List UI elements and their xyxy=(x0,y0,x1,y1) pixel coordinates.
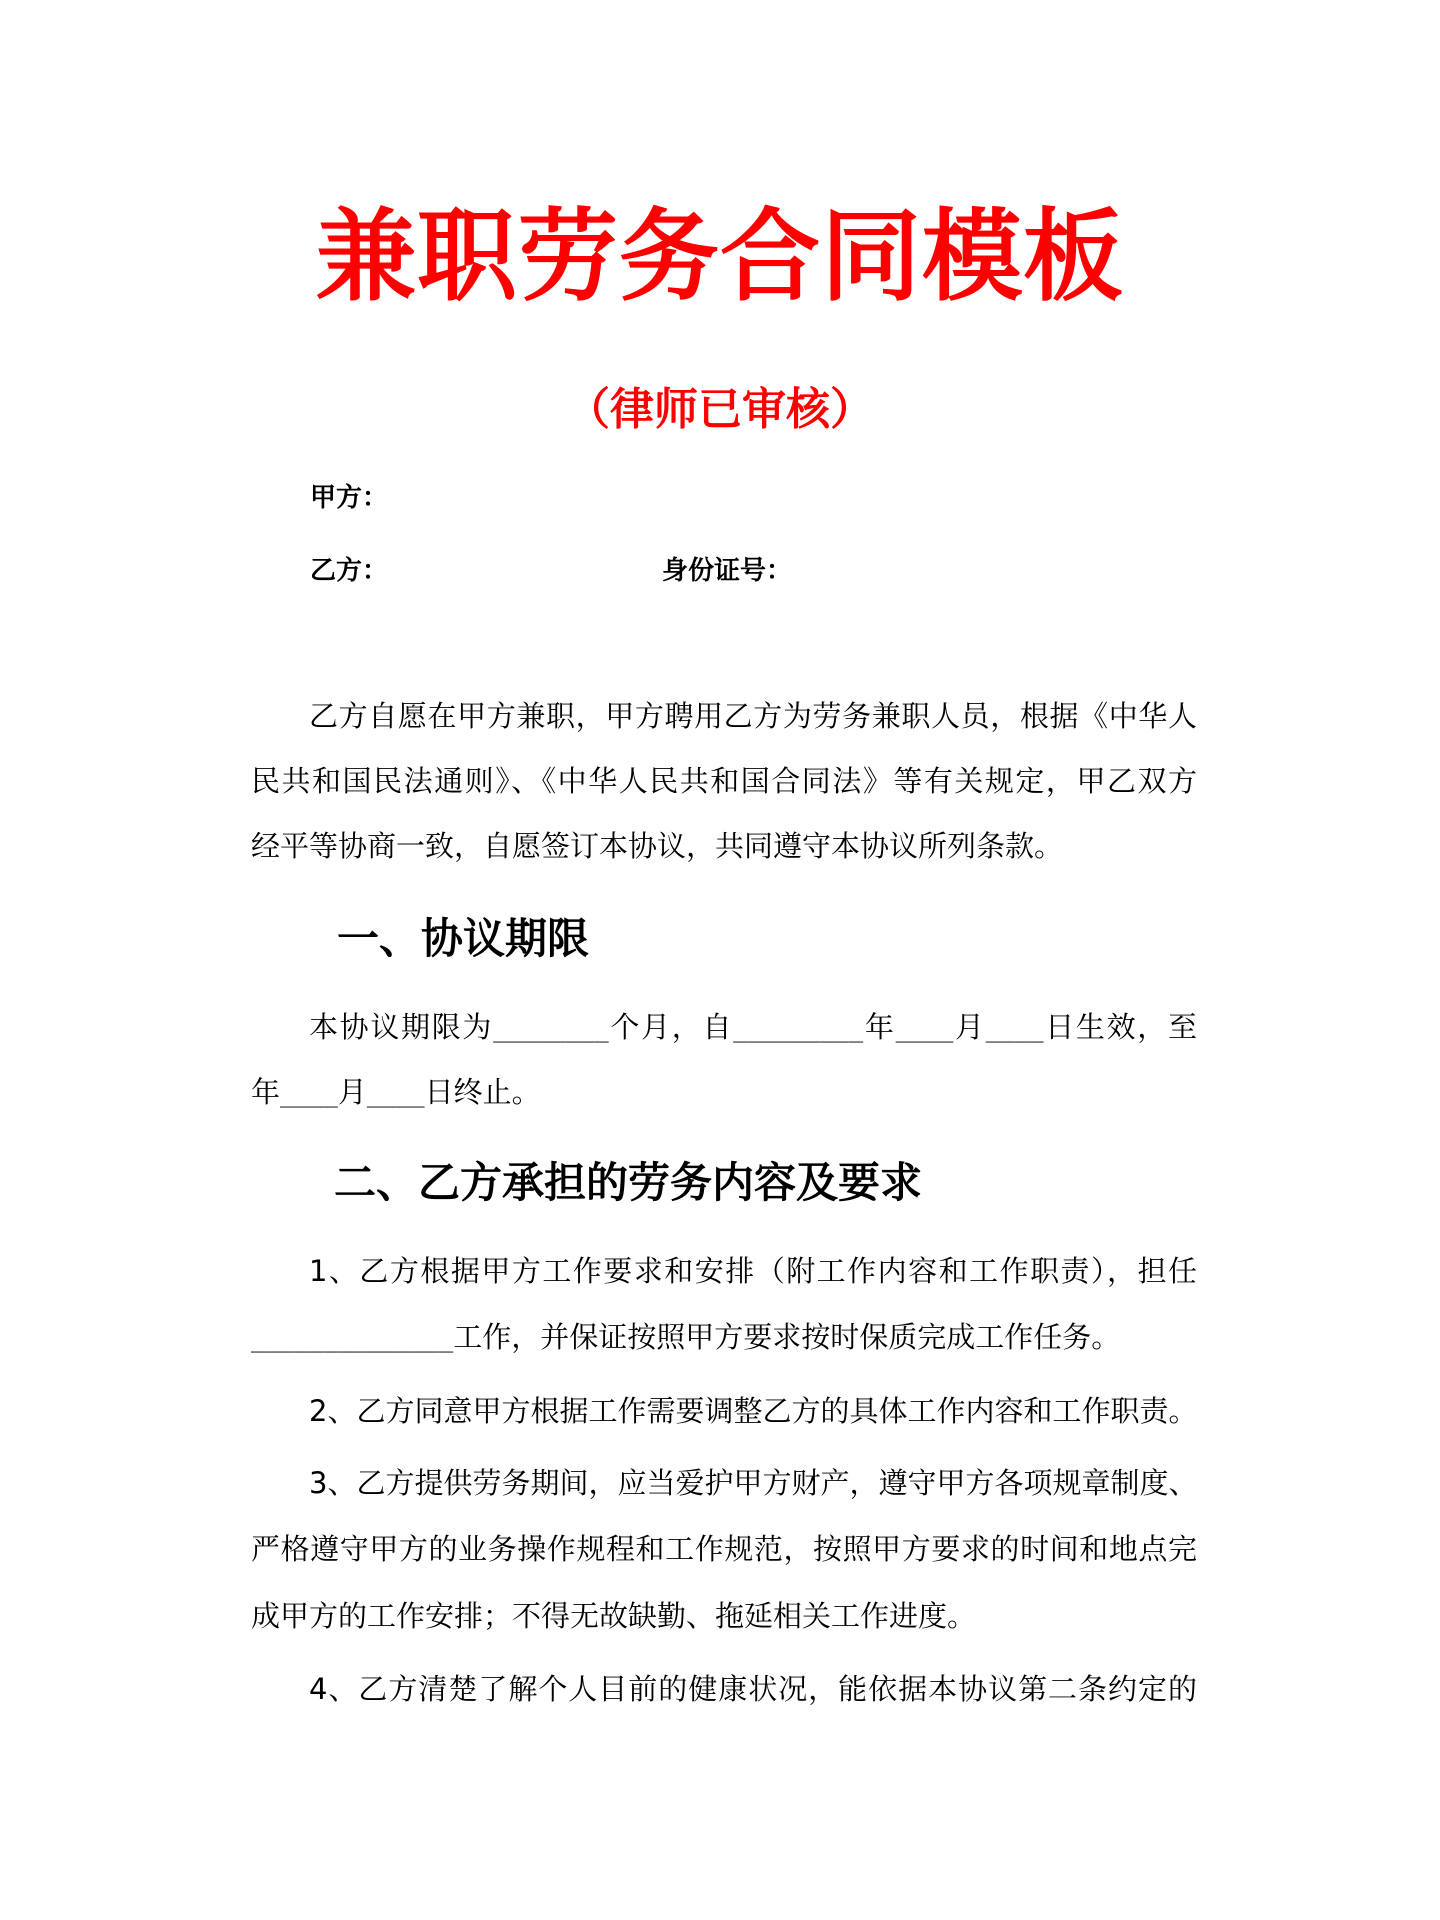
blank-field: ____ xyxy=(366,1080,425,1108)
clause-line: 严格遵守甲方的业务操作规程和工作规范，按照甲方要求的时间和地点完 xyxy=(251,1532,1197,1566)
term-line: 本协议期限为________个月，自_________年____月____日生效，至 xyxy=(309,1010,1197,1044)
clause-line: 3、乙方提供劳务期间，应当爱护甲方财产，遵守甲方各项规章制度、 xyxy=(309,1466,1198,1500)
document-title: 兼职劳务合同模板 xyxy=(316,198,1124,315)
blank-field: _________ xyxy=(733,1015,864,1043)
section-heading: 二、乙方承担的劳务内容及要求 xyxy=(334,1158,923,1207)
blank-field: ____ xyxy=(985,1015,1044,1043)
blank-field: ______________ xyxy=(251,1325,454,1353)
clause-line: 1、乙方根据甲方工作要求和安排（附工作内容和工作职责），担任 xyxy=(309,1254,1197,1288)
id-number-label: 身份证号： xyxy=(662,556,793,586)
clause-line: ______________工作，并保证按照甲方要求按时保质完成工作任务。 xyxy=(251,1320,1121,1354)
blank-field: ________ xyxy=(493,1015,609,1043)
intro-line: 民共和国民法通则》、《中华人民共和国合同法》等有关规定，甲乙双方 xyxy=(251,764,1197,798)
document-subtitle: （律师已审核） xyxy=(566,384,874,435)
party-a-label: 甲方： xyxy=(310,483,389,513)
blank-field: ____ xyxy=(895,1015,954,1043)
clause-line: 成甲方的工作安排；不得无故缺勤、拖延相关工作进度。 xyxy=(251,1599,977,1633)
clause-line: 4、乙方清楚了解个人目前的健康状况，能依据本协议第二条约定的 xyxy=(309,1672,1197,1706)
term-line: 年____月____日终止。 xyxy=(251,1075,541,1109)
intro-line: 乙方自愿在甲方兼职，甲方聘用乙方为劳务兼职人员，根据《中华人 xyxy=(309,699,1197,733)
blank-field: ____ xyxy=(280,1080,338,1108)
party-b-label: 乙方： xyxy=(310,556,389,586)
intro-line: 经平等协商一致，自愿签订本协议，共同遵守本协议所列条款。 xyxy=(251,829,1064,863)
clause-line: 2、乙方同意甲方根据工作需要调整乙方的具体工作内容和工作职责。 xyxy=(309,1394,1198,1428)
section-heading: 一、协议期限 xyxy=(337,914,590,963)
